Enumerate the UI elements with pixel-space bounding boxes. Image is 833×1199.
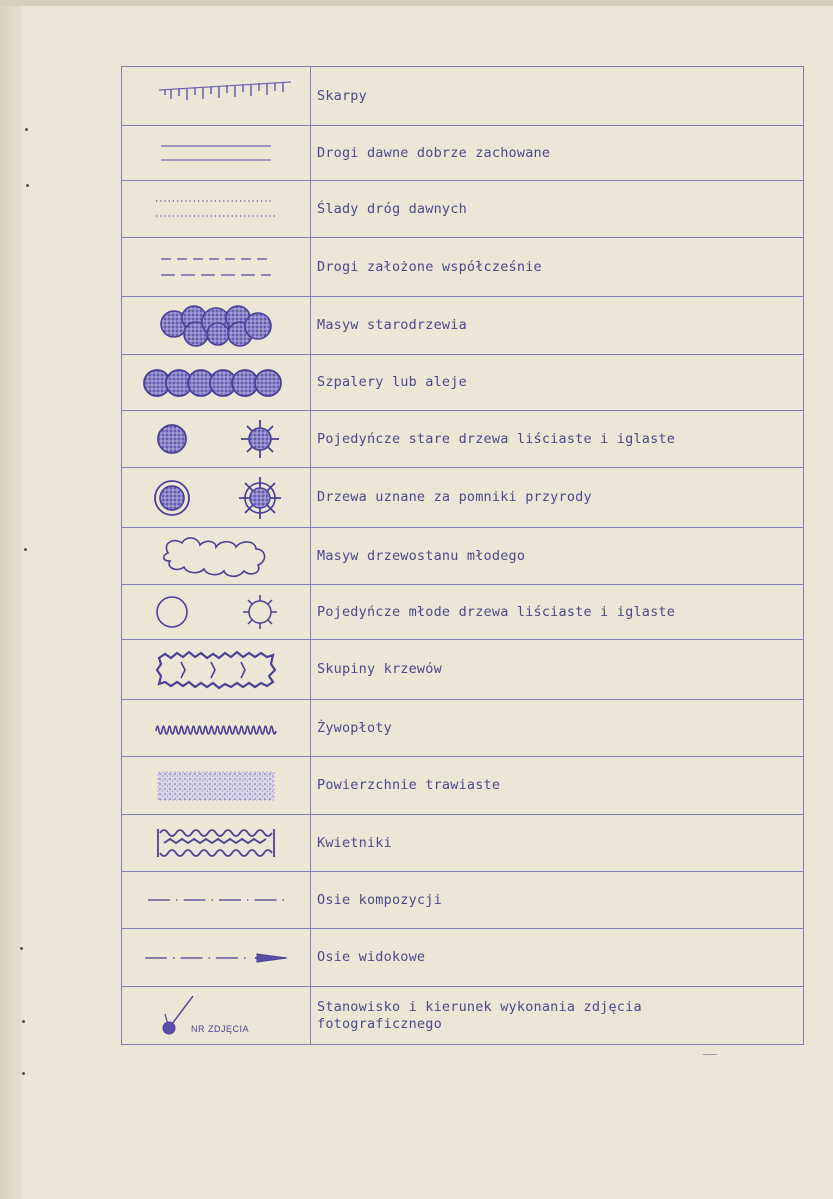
legend-row	[122, 238, 804, 297]
symbol-cell	[122, 238, 311, 297]
legend-row	[122, 411, 804, 468]
symbol-cell	[122, 929, 311, 987]
legend-row	[122, 700, 804, 757]
composition-axis-symbol-icon	[146, 893, 286, 907]
legend-label: Osie kompozycji	[311, 872, 804, 929]
symbol-cell	[122, 872, 311, 929]
margin-mark	[22, 1072, 25, 1075]
legend-label: Drzewa uznane za pomniki przyrody	[311, 468, 804, 528]
symbol-cell	[122, 528, 311, 585]
legend-row	[122, 67, 804, 126]
legend-row	[122, 297, 804, 355]
view-axis-symbol-icon	[143, 950, 289, 966]
symbol-cell	[122, 700, 311, 757]
scarp-symbol-icon	[141, 78, 291, 114]
legend-row	[122, 181, 804, 238]
legend-label: Szpalery lub aleje	[311, 355, 804, 411]
hedge-symbol-icon	[154, 717, 278, 739]
flowerbed-symbol-icon	[154, 823, 278, 863]
symbol-cell	[122, 126, 311, 181]
stray-mark	[703, 1054, 717, 1055]
legend-row	[122, 757, 804, 815]
symbol-cell	[122, 355, 311, 411]
legend-label: Kwietniki	[311, 815, 804, 872]
photo-position-symbol-icon	[131, 990, 301, 1042]
legend-label: Osie widokowe	[311, 929, 804, 987]
legend-row	[122, 815, 804, 872]
symbol-cell	[122, 585, 311, 640]
symbol-cell	[122, 181, 311, 238]
double-solid-line-symbol-icon	[156, 140, 276, 166]
legend-label: Skupiny krzewów	[311, 640, 804, 700]
legend-label: Stanowisko i kierunek wykonania zdjęcia fotograficznego	[311, 987, 804, 1045]
margin-mark	[26, 184, 29, 187]
symbol-cell	[122, 757, 311, 815]
legend-row	[122, 929, 804, 987]
symbol-cell	[122, 411, 311, 468]
symbol-cell	[122, 987, 311, 1045]
legend-table	[121, 66, 804, 1045]
symbol-cell	[122, 67, 311, 126]
legend-row	[122, 528, 804, 585]
old-single-trees-symbol-icon	[146, 418, 286, 460]
legend-row	[122, 468, 804, 528]
legend-label: Drogi założone współcześnie	[311, 238, 804, 297]
margin-mark	[20, 947, 23, 950]
legend-row	[122, 640, 804, 700]
margin-mark	[24, 548, 27, 551]
paper-left-edge	[0, 0, 22, 1199]
legend-label: Żywopłoty	[311, 700, 804, 757]
legend-label: Masyw starodrzewia	[311, 297, 804, 355]
legend-row	[122, 355, 804, 411]
young-single-trees-symbol-icon	[146, 591, 286, 633]
symbol-cell	[122, 815, 311, 872]
margin-mark	[25, 128, 28, 131]
symbol-cell	[122, 468, 311, 528]
photo-number-label: NR ZDJĘCIA	[191, 1023, 250, 1034]
tree-row-symbol-icon	[141, 366, 291, 400]
symbol-cell	[122, 640, 311, 700]
grass-surface-symbol-icon	[154, 768, 278, 804]
legend-label: Skarpy	[311, 67, 804, 126]
legend-label: Pojedyńcze stare drzewa liściaste i iglaste	[311, 411, 804, 468]
double-dotted-line-symbol-icon	[151, 196, 281, 222]
legend-row	[122, 872, 804, 929]
legend-label: Drogi dawne dobrze zachowane	[311, 126, 804, 181]
legend-row	[122, 126, 804, 181]
legend-label: Ślady dróg dawnych	[311, 181, 804, 238]
margin-mark	[22, 1020, 25, 1023]
symbol-cell	[122, 297, 311, 355]
legend-label: Masyw drzewostanu młodego	[311, 528, 804, 585]
paper-top-edge	[0, 0, 833, 6]
nature-monument-trees-symbol-icon	[146, 475, 286, 521]
young-stand-mass-symbol-icon	[156, 533, 276, 579]
legend-row	[122, 585, 804, 640]
old-tree-mass-symbol-icon	[156, 302, 276, 350]
legend-label: Powierzchnie trawiaste	[311, 757, 804, 815]
double-dashed-line-symbol-icon	[156, 253, 276, 281]
legend-row	[122, 987, 804, 1045]
legend-label: Pojedyńcze młode drzewa liściaste i iglaste	[311, 585, 804, 640]
shrub-group-symbol-icon	[151, 648, 281, 692]
